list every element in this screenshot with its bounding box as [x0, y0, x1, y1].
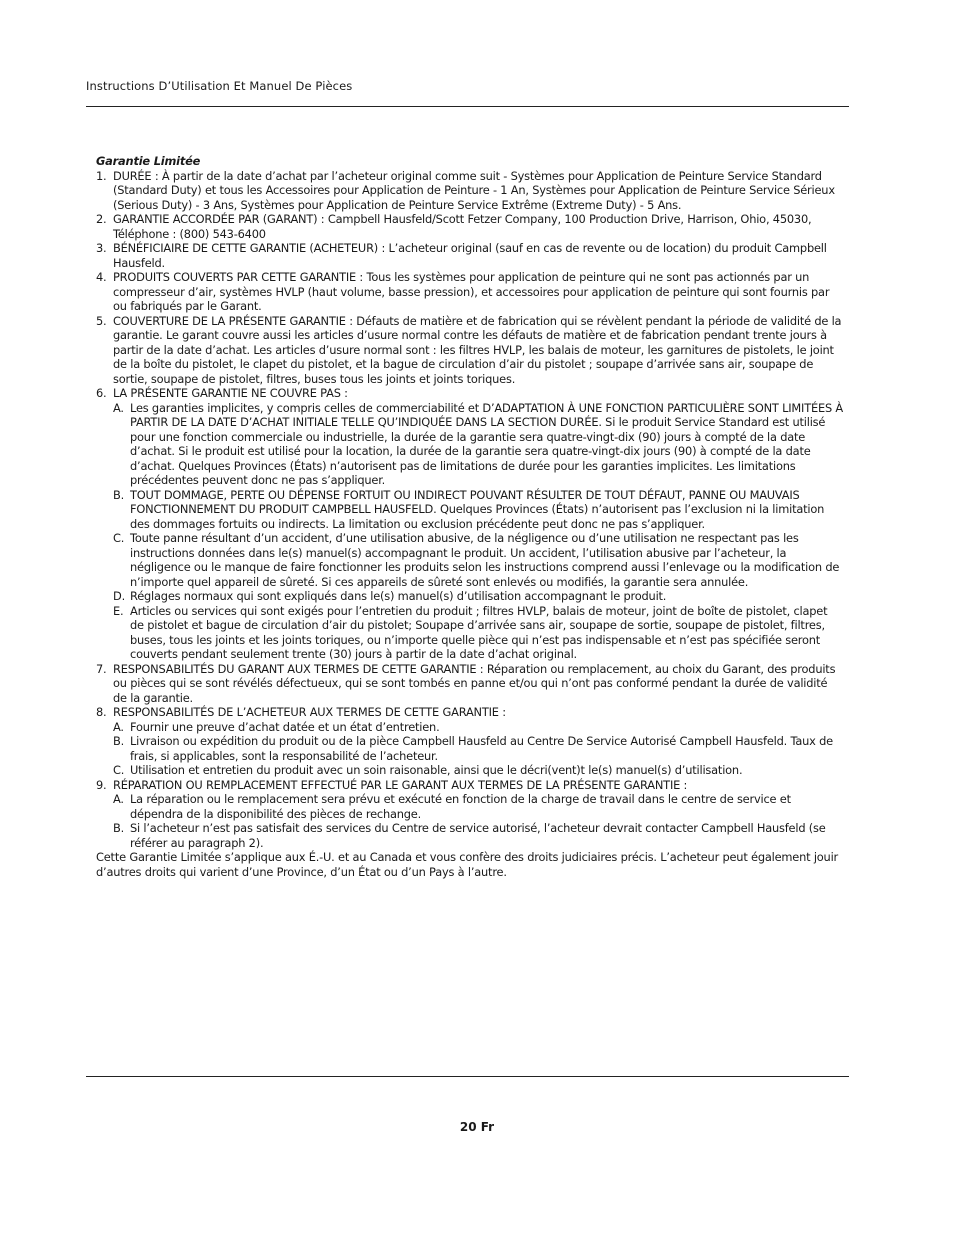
item-number: 6.: [96, 386, 107, 400]
item-text: LA PRÉSENTE GARANTIE NE COUVRE PAS :: [113, 386, 348, 400]
warranty-item: [96, 212, 844, 241]
sub-item: [113, 720, 844, 735]
sub-item-text: Fournir une preuve d’achat datée et un état d’entretien.: [130, 719, 440, 734]
item-text: COUVERTURE DE LA PRÉSENTE GARANTIE : Défauts de matière et de fabrication qui se révèlent pendant la période de validité de la garantie. Le garant couvre aussi les articles d’usure normal contre les défauts de matière et de fabrication pendant trente jours à partir de la date d’achat. Les articles d’usure normal sont : les filtres HVLP, les balais de moteur, les garnitures de pistolets, le joint de la boîte du pistolet, le clapet du pistolet, et la bague de circulation d’air du pistolet ; soupape d’arrivée sans air, soupape de sortie, soupape de pistolet, filtres, buses tous les joints et joints toriques.: [113, 313, 842, 386]
sub-list: [113, 792, 844, 850]
warranty-closing: Cette Garantie Limitée s’applique aux É.-U. et au Canada et vous confère des droits judiciaires précis. L’acheteur peut également jouir d’autres droits qui varient d’une Province, d’un État ou d’un Pays à l’autre.: [96, 850, 839, 879]
sub-item-letter: E.: [113, 603, 124, 618]
sub-item-letter: B.: [113, 487, 125, 502]
sub-item-text: Si l’acheteur n’est pas satisfait des services du Centre de service autorisé, l’acheteur devrait contacter Campbell Hausfeld (se référer au paragraph 2).: [130, 821, 826, 850]
sub-item: [113, 401, 844, 488]
sub-item-letter: A.: [113, 719, 124, 734]
sub-item-letter: D.: [113, 589, 125, 603]
sub-item-text: TOUT DOMMAGE, PERTE OU DÉPENSE FORTUIT OU INDIRECT POUVANT RÉSULTER DE TOUT DÉFAUT, PANNE OU MAUVAIS FONCTIONNEMENT DU PRODUIT CAMPBELL HAUSFELD. Quelques Provinces (États) n’autorisent pas l’exclusion ni la limitation des dommages fortuits ou indirects. La limitation ou exclusion précédente peut donc ne pas s’appliquer.: [130, 487, 825, 531]
warranty-item: [96, 241, 844, 270]
sub-item: [113, 604, 844, 662]
item-text: RESPONSABILITÉS DU GARANT AUX TERMES DE CETTE GARANTIE : Réparation ou remplacement, au choix du Garant, des produits ou pièces qui se sont révélés défectueux, qui se sont tombés en panne et/ou qui n’ont pas conformé pendant la durée de validité de la garantie.: [113, 661, 836, 705]
item-number: 9.: [96, 777, 107, 792]
sub-item-letter: B.: [113, 734, 125, 748]
sub-list: [113, 401, 844, 662]
warranty-item: [96, 314, 844, 387]
item-text: RÉPARATION OU REMPLACEMENT EFFECTUÉ PAR LE GARANT AUX TERMES DE LA PRÉSENTE GARANTIE :: [113, 777, 688, 792]
sub-item-text: Toute panne résultant d’un accident, d’une utilisation abusive, de la négligence ou d’une utilisation ne respectant pas les instructions données dans le(s) manuel(s) accompagnant le produit. Un accident, l’utilisation abusive par l’acheteur, la négligence ou le manque de faire fonctionner les produits selon les instructions comprend aussi l’enlevage ou la modification de n’importe quel appareil de sûreté. Si ces appareils de sûreté sont enlevés ou modifiés, la garantie sera annulée.: [130, 531, 840, 589]
item-number: 8.: [96, 705, 107, 719]
sub-item-letter: B.: [113, 821, 125, 835]
sub-item-text: Les garanties implicites, y compris celles de commerciabilité et D’ADAPTATION À UNE FONCTION PARTICULIÈRE SONT LIMITÉES À PARTIR DE LA DATE D’ACHAT INITIALE TELLE QU’INDIQUÉE DANS LA SECTION DURÉE. Si le produit Service Standard est utilisé pour une fonction commerciale ou industrielle, la durée de la garantie sera quatre-vingt-dix (90) jours à compté de la date d’achat. Si le produit est utilisé pour la location, la durée de la garantie sera quatre-vingt-dix jours (90) à compté de la date d’achat. Quelques Provinces (États) n’autorisent pas de limitations de durée pour les garanties implicites. Les limitations précédentes peuvent donc ne pas s’appliquer.: [130, 400, 843, 487]
sub-item-text: Utilisation et entretien du produit avec un soin raisonable, ainsi que le décri(vent)t le(s) manuel(s) d’utilisation.: [130, 763, 743, 777]
warranty-item: [96, 270, 844, 314]
warranty-list: [96, 169, 844, 851]
item-text: RESPONSABILITÉS DE L’ACHETEUR AUX TERMES DE CETTE GARANTIE :: [113, 705, 506, 719]
warranty-section: [96, 154, 844, 879]
item-text: DURÉE : À partir de la date d’achat par l’acheteur original comme suit - Systèmes pour Application de Peinture Service Standard (Standard Duty) et tous les Accessoires pour Application de Peinture - 1 An, Systèmes pour Application de Peinture Service Sérieux (Serious Duty) - 3 Ans, Systèmes pour Application de Peinture Service Extrême (Extreme Duty) - 5 Ans.: [113, 168, 835, 212]
sub-item-text: Articles ou services qui sont exigés pour l’entretien du produit ; filtres HVLP, balais de moteur, joint de boîte de pistolet, clapet de pistolet et bague de circulation d’air du pistolet; Soupape d’arrivée sans air, soupape de sortie, soupape de pistolet, filtres, buses, tous les joints et les joints toriques, ou n’importe quelle pièce qui n’est pas indispensable et n’est pas spécifiée seront couverts pendant seulement trente (30) jours à partir de la date d’achat original.: [130, 603, 828, 661]
warranty-item: [96, 169, 844, 213]
page-number: 20 Fr: [459, 1120, 495, 1134]
warranty-item: [96, 386, 844, 662]
sub-item-letter: C.: [113, 531, 125, 545]
sub-item: [113, 763, 844, 778]
item-number: 4.: [96, 270, 107, 284]
sub-item-letter: C.: [113, 763, 125, 777]
item-number: 3.: [96, 241, 107, 255]
item-number: 7.: [96, 661, 107, 676]
sub-item: [113, 488, 844, 532]
warranty-item: [96, 662, 844, 706]
warranty-item: [96, 778, 844, 851]
sub-item: [113, 792, 844, 821]
warranty-title: Garantie Limitée: [96, 154, 201, 168]
sub-list: [113, 720, 844, 778]
item-text: PRODUITS COUVERTS PAR CETTE GARANTIE : Tous les systèmes pour application de peinture qui ne sont pas actionnés par un compresseur d’air, systèmes HVLP (haut volume, basse pression), et accessoires pour application de peinture qui sont fournis par ou fabriqués par le Garant.: [113, 270, 830, 313]
item-number: 2.: [96, 212, 107, 226]
header-rule: [86, 106, 849, 107]
sub-item-text: Réglages normaux qui sont expliqués dans le(s) manuel(s) d’utilisation accompagnant le produit.: [130, 589, 667, 603]
sub-item: [113, 734, 844, 763]
sub-item-letter: A.: [113, 792, 124, 806]
sub-item-text: Livraison ou expédition du produit ou de la pièce Campbell Hausfeld au Centre De Service Autorisé Campbell Hausfeld. Taux de frais, si applicables, sont la responsabilité de l’acheteur.: [130, 734, 833, 763]
warranty-item: [96, 705, 844, 778]
page-header: Instructions D’Utilisation Et Manuel De Pièces: [86, 79, 353, 93]
item-number: 5.: [96, 313, 107, 328]
footer-rule: [86, 1076, 849, 1077]
item-text: GARANTIE ACCORDÉE PAR (GARANT) : Campbell Hausfeld/Scott Fetzer Company, 100 Production Drive, Harrison, Ohio, 45030, Téléphone : (800) 543-6400: [113, 212, 812, 241]
sub-item: [113, 821, 844, 850]
sub-item-text: La réparation ou le remplacement sera prévu et exécuté en fonction de la charge de travail dans le centre de service et dépendra de la disponibilité des pièces de rechange.: [130, 792, 791, 821]
sub-item: [113, 589, 844, 604]
sub-item: [113, 531, 844, 589]
item-number: 1.: [96, 168, 107, 183]
sub-item-letter: A.: [113, 400, 124, 415]
item-text: BÉNÉFICIAIRE DE CETTE GARANTIE (ACHETEUR) : L’acheteur original (sauf en cas de revente ou de location) du produit Campbell Hausfeld.: [113, 241, 827, 270]
